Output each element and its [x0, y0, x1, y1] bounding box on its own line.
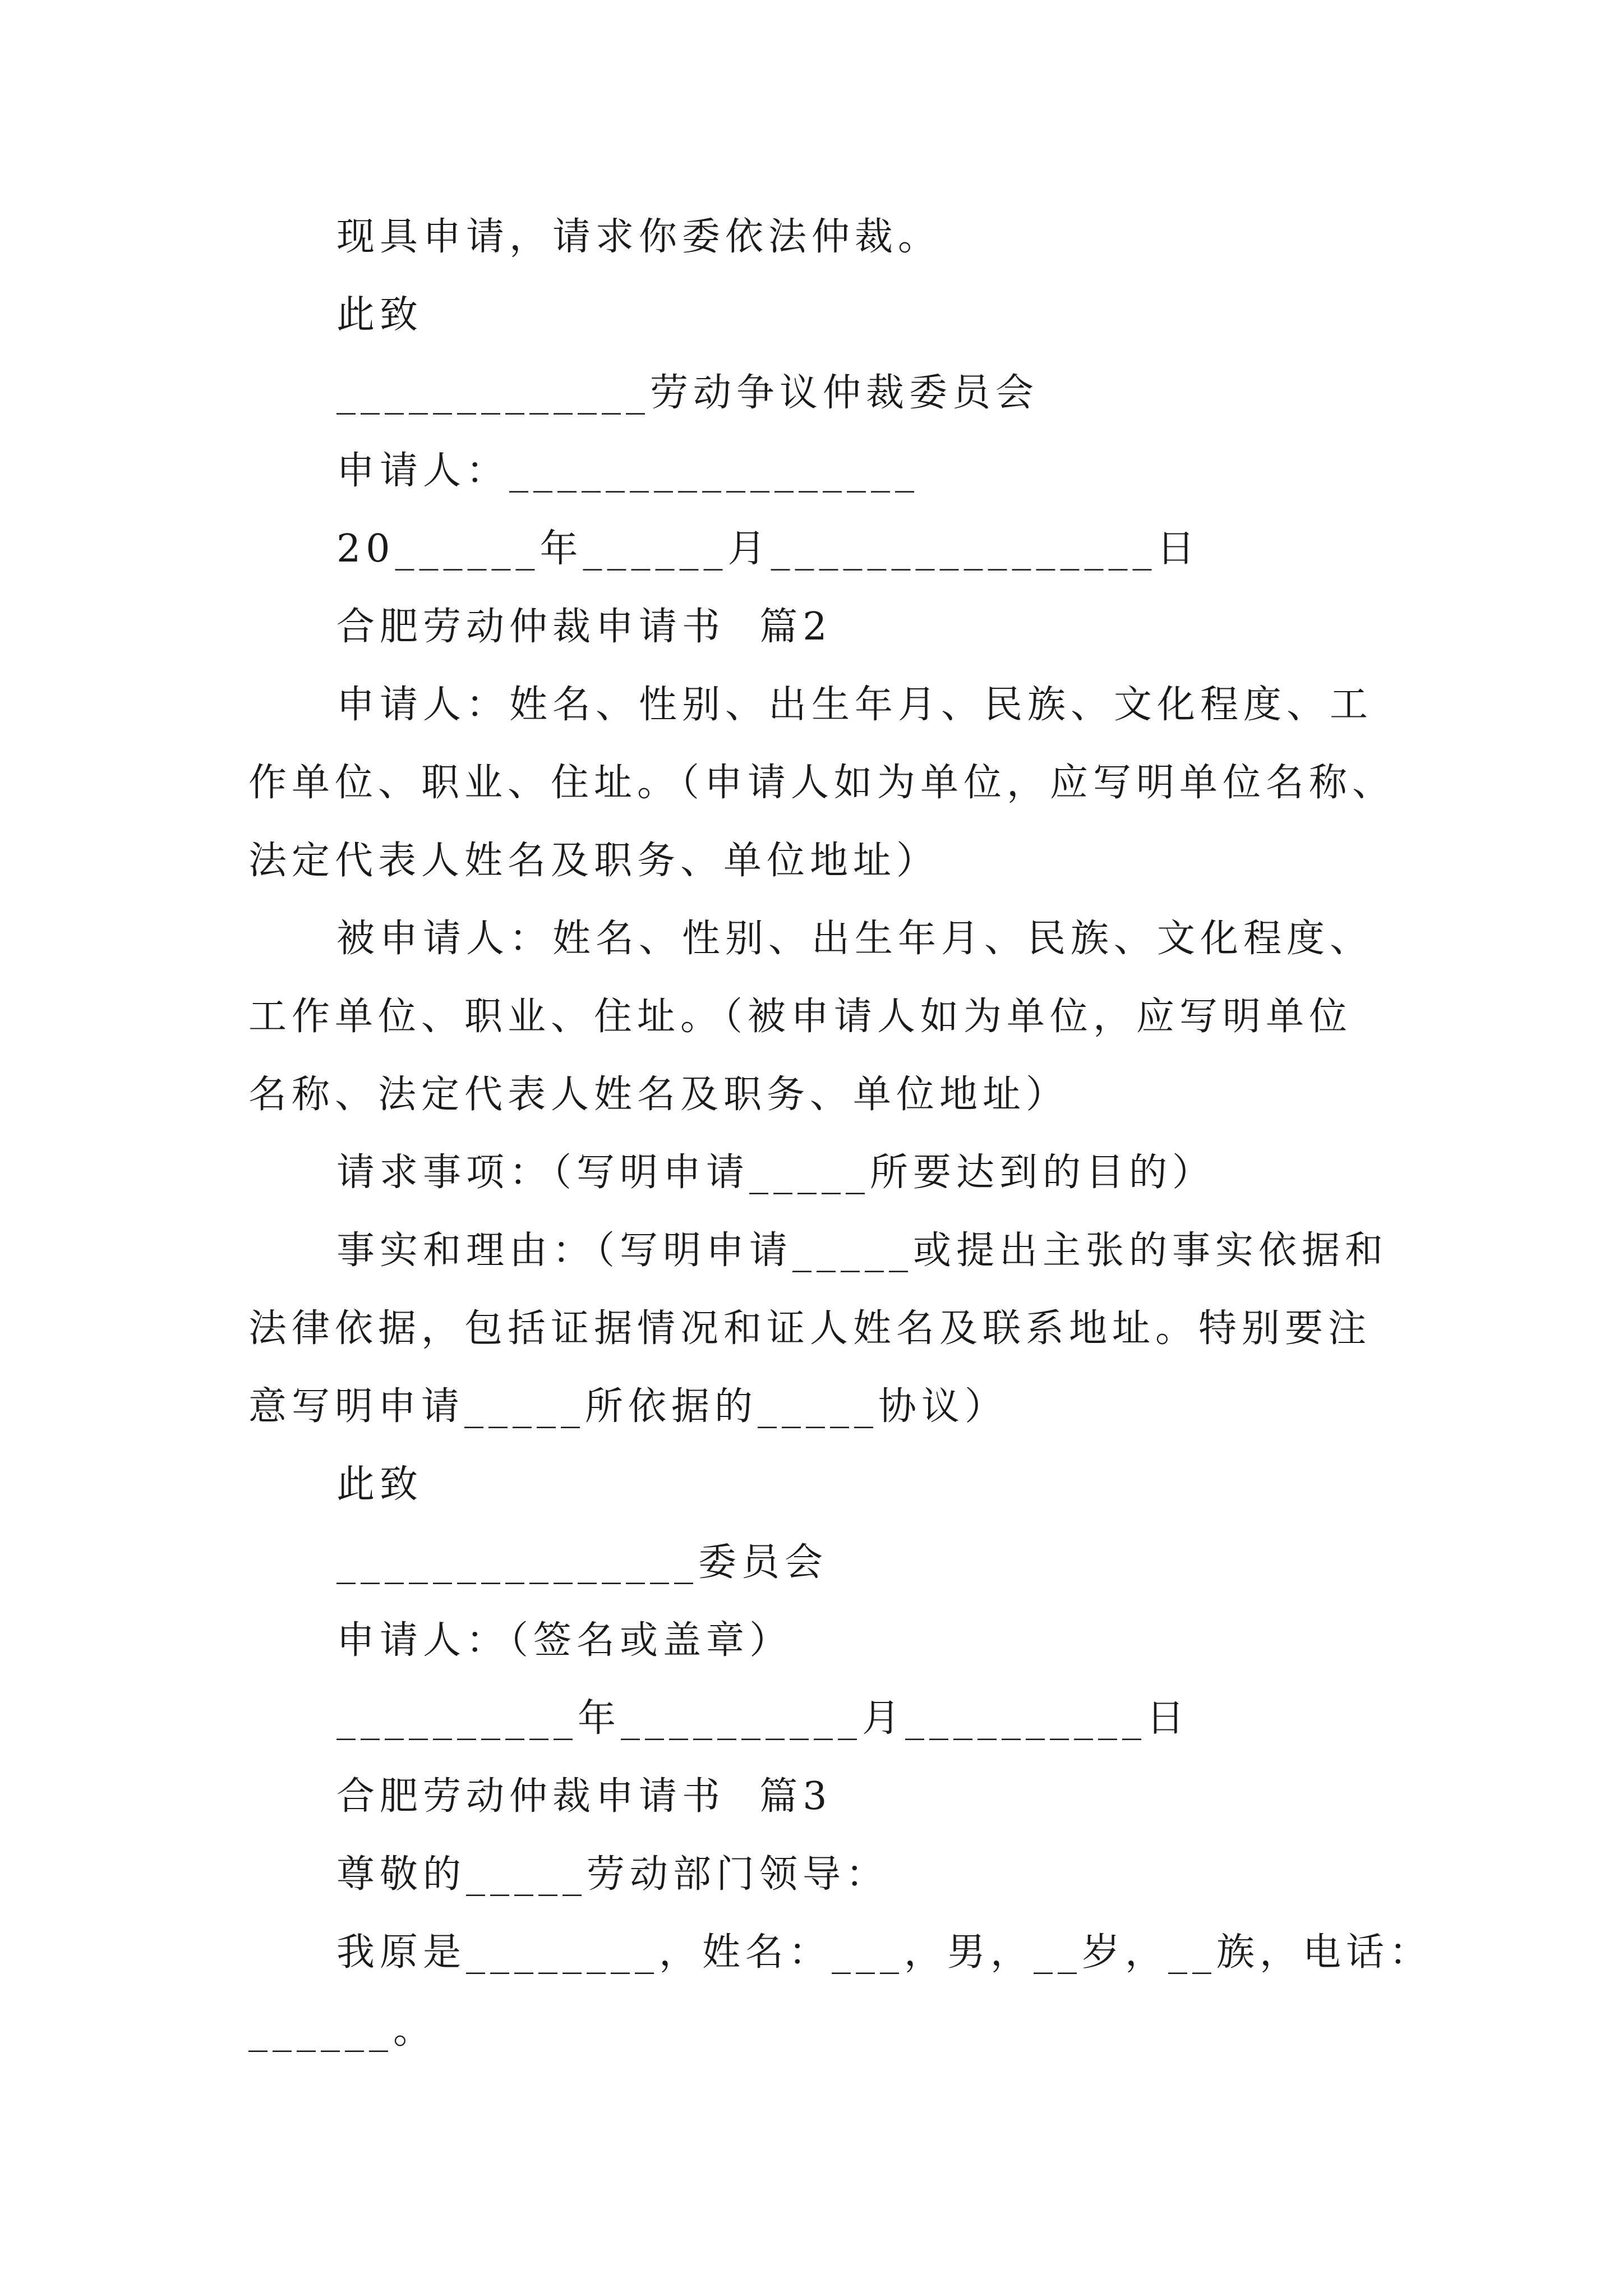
date-line: 20______年______月________________日: [336, 527, 1200, 571]
salutation: 此致: [336, 293, 423, 337]
paragraph-claims: 请求事项：（写明申请_____所要达到的目的）: [336, 1151, 1216, 1195]
paragraph-facts-line-3: 意写明申请_____所依据的_____协议）: [248, 1384, 1008, 1429]
section-heading-2: 合肥劳动仲裁申请书 篇2: [336, 605, 832, 649]
paragraph-respondent-line-1: 被申请人：姓名、性别、出生年月、民族、文化程度、: [336, 917, 1373, 961]
letter-body-line-1: 我原是________，姓名：___，男，__岁，__族，电话：: [336, 1930, 1433, 1975]
closing-request: 现具申请，请求你委依法仲裁。: [336, 215, 942, 259]
letter-body-line-2: ______。: [248, 2008, 437, 2053]
paragraph-applicant-line-2: 作单位、职业、住址。（申请人如为单位，应写明单位名称、: [248, 761, 1396, 805]
paragraph-respondent-line-2: 工作单位、职业、住址。（被申请人如为单位，应写明单位: [248, 995, 1353, 1039]
date-line-2: __________年__________月__________日: [336, 1696, 1190, 1741]
letter-greeting: 尊敬的_____劳动部门领导：: [336, 1852, 889, 1897]
paragraph-applicant-line-1: 申请人：姓名、性别、出生年月、民族、文化程度、工: [336, 683, 1373, 727]
paragraph-applicant-line-3: 法定代表人姓名及职务、单位地址）: [248, 839, 940, 883]
section-heading-3: 合肥劳动仲裁申请书 篇3: [336, 1774, 832, 1819]
applicant-signature-line-2: 申请人：（签名或盖章）: [336, 1618, 793, 1663]
applicant-signature-line: 申请人：_________________: [336, 449, 920, 493]
addressee-committee-2: _______________委员会: [336, 1540, 828, 1585]
paragraph-facts-line-2: 法律依据，包括证据情况和证人姓名及联系地址。特别要注: [248, 1306, 1372, 1351]
paragraph-respondent-line-3: 名称、法定代表人姓名及职务、单位地址）: [248, 1073, 1069, 1117]
salutation-2: 此致: [336, 1462, 423, 1507]
paragraph-facts-line-1: 事实和理由：（写明申请_____或提出主张的事实依据和: [336, 1228, 1389, 1273]
addressee-committee: _____________劳动争议仲裁委员会: [336, 371, 1039, 415]
